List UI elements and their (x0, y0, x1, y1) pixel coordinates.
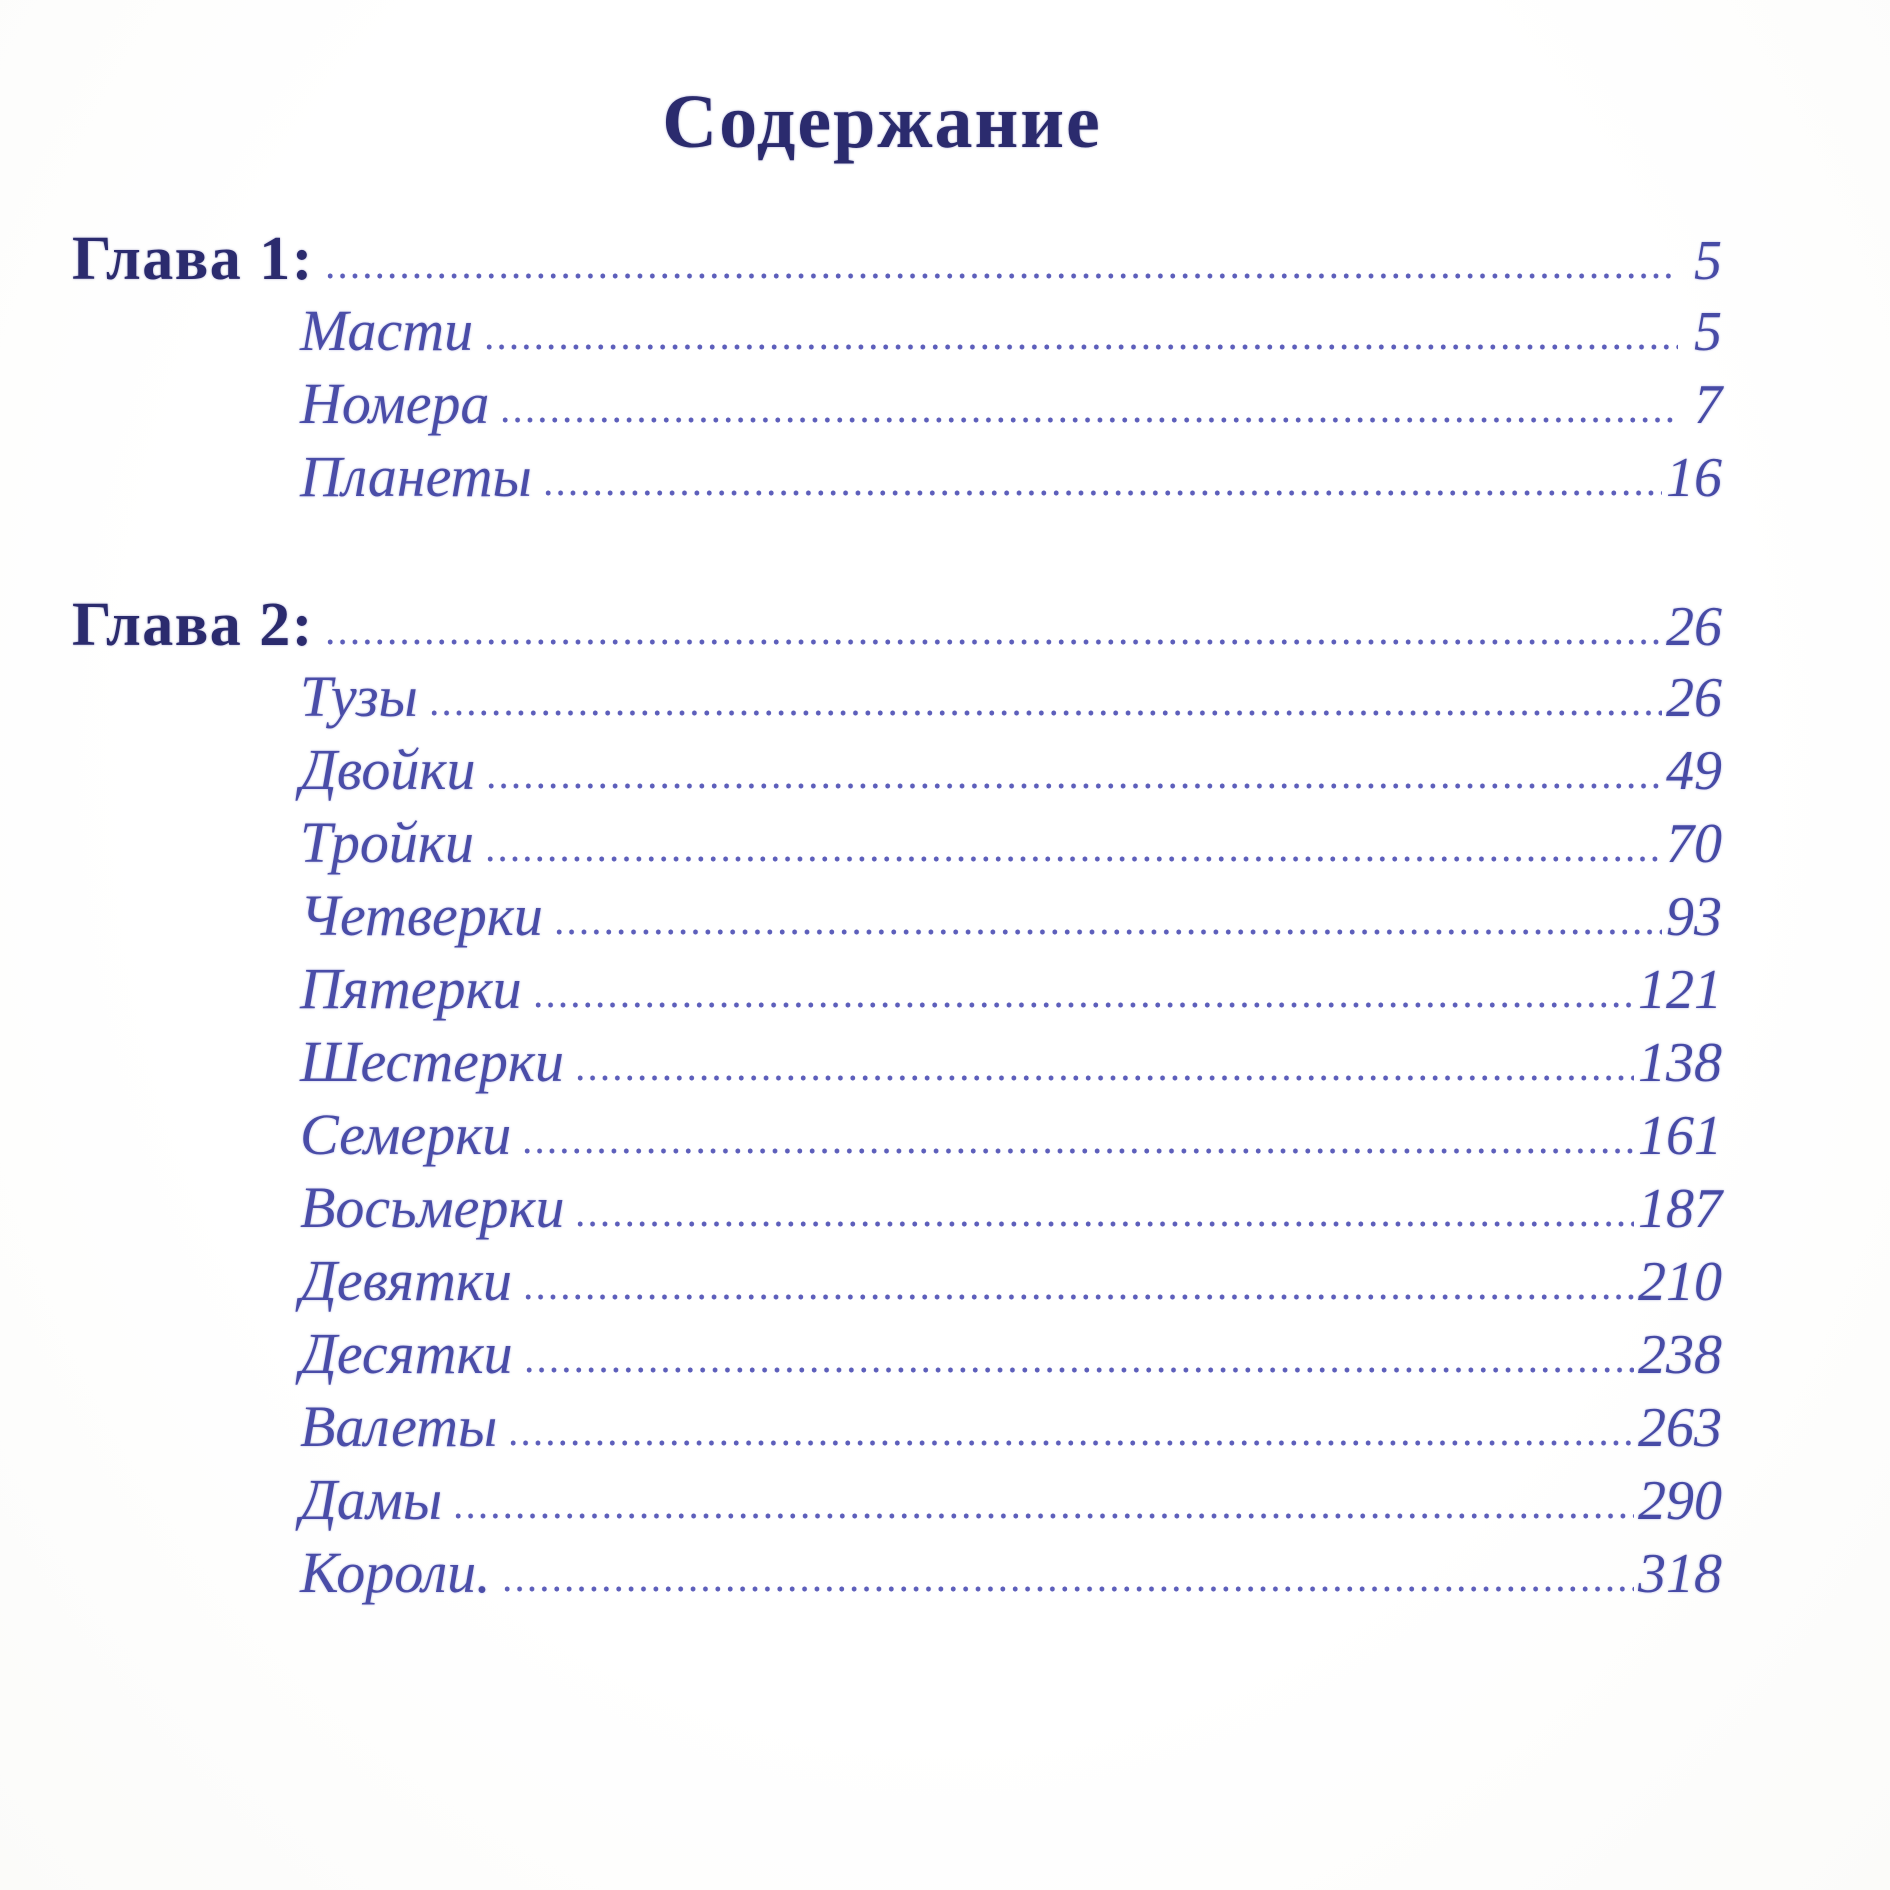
dot-leader (485, 783, 1662, 789)
toc-entry-row (72, 370, 1722, 443)
entry-page-number: 121 (1638, 959, 1722, 1021)
entry-page-number: 161 (1638, 1105, 1722, 1167)
dot-leader (484, 856, 1662, 862)
entry-label: Тузы (300, 664, 418, 729)
dot-leader (532, 1002, 1634, 1008)
chapter-row (72, 224, 1722, 297)
toc-entry-row (72, 1247, 1722, 1320)
entry-page-number: 238 (1638, 1324, 1722, 1386)
toc-entry-row (72, 663, 1722, 736)
toc-entry-row (72, 809, 1722, 882)
toc-section (72, 224, 1722, 516)
dot-leader (553, 929, 1662, 935)
toc-entry-row (72, 955, 1722, 1028)
dot-leader (521, 1148, 1634, 1154)
entry-label: Короли. (300, 1540, 491, 1605)
dot-leader (574, 1221, 1634, 1227)
entry-label: Планеты (300, 444, 532, 509)
chapter-row (72, 590, 1722, 663)
dot-leader (452, 1513, 1634, 1519)
entry-page-number: 210 (1638, 1251, 1722, 1313)
dot-leader (324, 639, 1662, 645)
chapter-page-number: 5 (1694, 230, 1722, 292)
entry-label: Восьмерки (300, 1175, 565, 1240)
entry-label: Двойки (300, 737, 476, 802)
entry-page-number: 138 (1638, 1032, 1722, 1094)
entry-page-number: 93 (1666, 886, 1722, 948)
entry-label: Номера (300, 371, 490, 436)
toc-entry-row (72, 1466, 1722, 1539)
toc-entry-row (72, 1174, 1722, 1247)
entry-page-number: 70 (1666, 813, 1722, 875)
toc-entry-row (72, 1539, 1722, 1612)
chapter-label: Глава 2: (72, 591, 314, 659)
entry-page-number: 26 (1666, 667, 1722, 729)
entry-label: Масти (300, 298, 474, 363)
toc-entry-row (72, 443, 1722, 516)
entry-label: Семерки (300, 1102, 512, 1167)
toc-entry-row (72, 1101, 1722, 1174)
entry-page-number: 16 (1666, 447, 1722, 509)
entry-page-number: 49 (1666, 740, 1722, 802)
chapter-items (72, 663, 1722, 1612)
entry-label: Шестерки (300, 1029, 564, 1094)
toc-entry-row (72, 1320, 1722, 1393)
dot-leader (523, 1367, 1634, 1373)
dot-leader (574, 1075, 1634, 1081)
dot-leader (499, 417, 1678, 423)
entry-page-number: 290 (1638, 1470, 1722, 1532)
entry-page-number: 318 (1638, 1543, 1722, 1605)
entry-label: Четверки (300, 883, 543, 948)
entry-label: Валеты (300, 1394, 498, 1459)
toc-entry-row (72, 736, 1722, 809)
toc-sections (72, 224, 1722, 1612)
toc-entry-row (72, 1028, 1722, 1101)
toc-entry-row (72, 882, 1722, 955)
dot-leader (522, 1294, 1634, 1300)
page-title: Содержание (662, 80, 1102, 164)
toc-section (72, 590, 1722, 1612)
chapter-label: Глава 1: (72, 225, 314, 293)
dot-leader (501, 1586, 1634, 1592)
entry-label: Пятерки (300, 956, 522, 1021)
entry-label: Дамы (300, 1467, 443, 1532)
chapter-items (72, 297, 1722, 516)
dot-leader (542, 490, 1662, 496)
entry-label: Десятки (300, 1321, 513, 1386)
dot-leader (483, 344, 1678, 350)
chapter-page-number: 26 (1666, 596, 1722, 658)
dot-leader (507, 1440, 1634, 1446)
toc-entry-row (72, 1393, 1722, 1466)
entry-page-number: 187 (1638, 1178, 1722, 1240)
entry-page-number: 7 (1694, 374, 1722, 436)
dot-leader (428, 710, 1662, 716)
entry-page-number: 5 (1694, 301, 1722, 363)
entry-page-number: 263 (1638, 1397, 1722, 1459)
entry-label: Девятки (300, 1248, 513, 1313)
dot-leader (324, 273, 1678, 279)
toc-entry-row (72, 297, 1722, 370)
entry-label: Тройки (300, 810, 474, 875)
